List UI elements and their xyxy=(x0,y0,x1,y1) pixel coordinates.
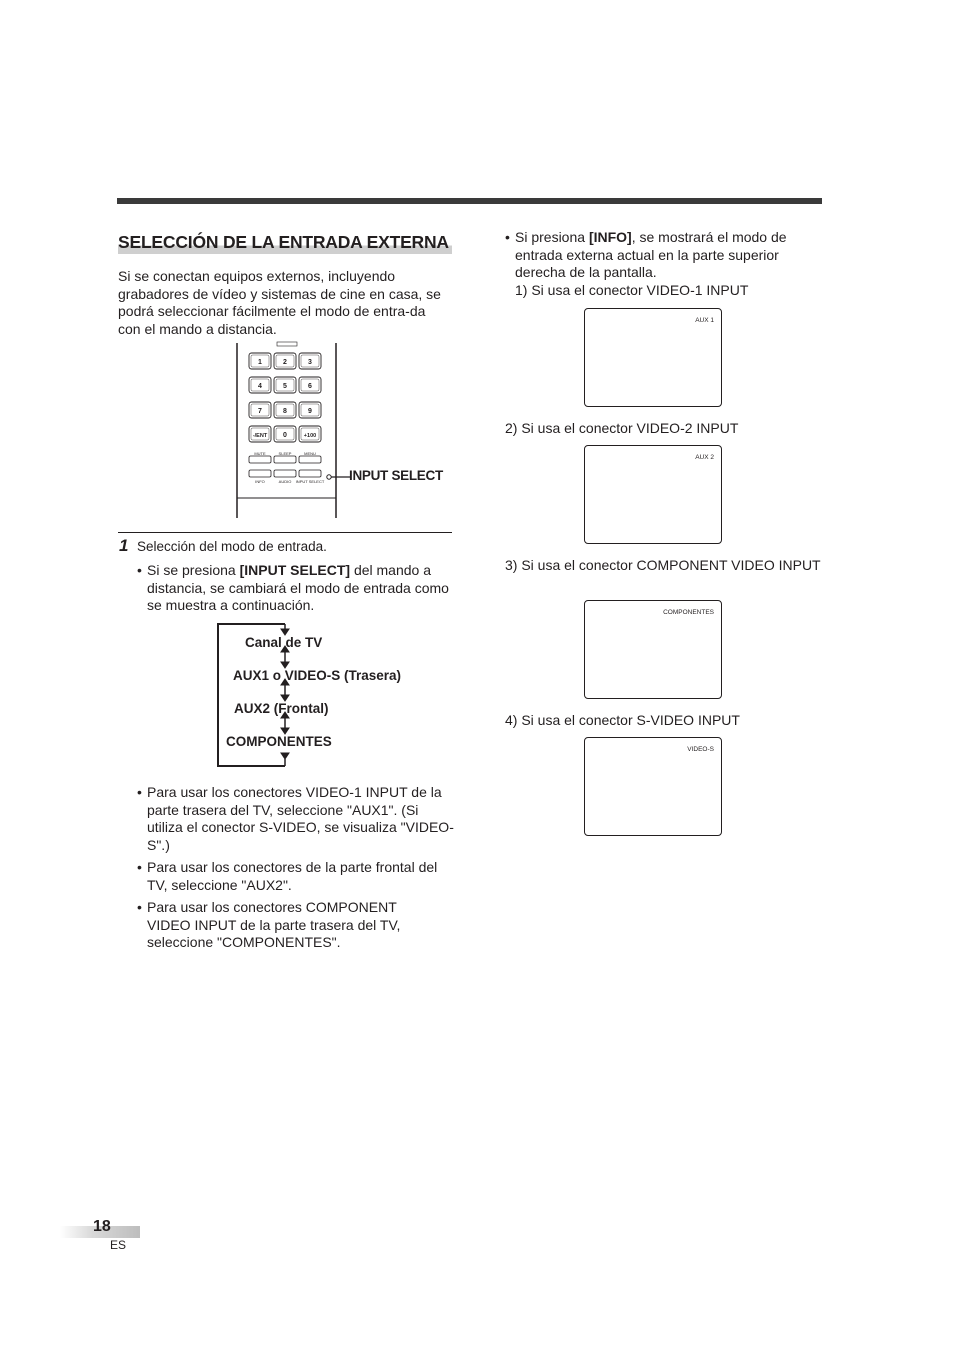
remote-key-label: 1 xyxy=(258,359,262,366)
step-bullet: • Si se presiona [INPUT SELECT] del mando a distancia, se cambiará el modo de entrada como se muestra a continuación. xyxy=(137,562,449,614)
step-number: 1 xyxy=(119,536,129,555)
note-bullet-3: • Para usar los conectores COMPONENT VIDEO INPUT de la parte trasera del TV, seleccione "COMPONENTES". xyxy=(137,899,401,951)
top-rule xyxy=(117,198,822,204)
remote-function-label: SLEEP xyxy=(278,451,292,456)
remote-key-label: 5 xyxy=(283,383,287,390)
bullet-dot: • xyxy=(137,784,142,800)
remote-key-label: 8 xyxy=(283,408,287,415)
remote-function-label: MENU xyxy=(304,451,316,456)
remote-function-label: INPUT SELECT xyxy=(295,479,325,484)
cycle-item-aux1: AUX1 o VIDEO-S (Trasera) xyxy=(233,668,402,683)
remote-key-label: 7 xyxy=(258,408,262,415)
remote-function-button xyxy=(274,456,296,463)
cycle-item-componentes: COMPONENTES xyxy=(226,734,332,749)
input-cycle-diagram xyxy=(216,622,456,768)
remote-key-label: 2 xyxy=(283,359,287,366)
remote-function-button xyxy=(299,456,321,463)
remote-key-label: 4 xyxy=(258,383,262,390)
remote-key-label: 9 xyxy=(308,408,312,415)
cycle-item-aux2: AUX2 (Frontal) xyxy=(234,701,329,716)
remote-key-label: +100 xyxy=(303,433,317,439)
step-divider xyxy=(118,532,452,533)
screen-caption-4: 4) Si usa el conector S-VIDEO INPUT xyxy=(505,712,740,728)
screen-caption-2: 2) Si usa el conector VIDEO-2 INPUT xyxy=(505,420,739,436)
remote-key-label: 0 xyxy=(283,432,287,439)
page-number: 18 xyxy=(93,1218,111,1235)
bullet-dot: • xyxy=(137,899,142,915)
remote-function-button xyxy=(274,470,296,477)
remote-key-label: -/ENT xyxy=(252,433,268,439)
intro-paragraph: Si se conectan equipos externos, incluyendo grabadores de vídeo y sistemas de cine en casa, se podrá seleccionar fácilmente el modo de entra-da con el mando a distancia. xyxy=(118,268,441,337)
step-text: Selección del modo de entrada. xyxy=(137,539,327,554)
section-title: SELECCIÓN DE LA ENTRADA EXTERNA xyxy=(118,232,452,254)
remote-function-button xyxy=(249,470,271,477)
cycle-item-tv: Canal de TV xyxy=(245,635,323,650)
remote-function-label: AUDIO xyxy=(278,479,292,484)
remote-key-label: 6 xyxy=(308,383,312,390)
info-bullet: • Si presiona [INFO], se mostrará el modo de entrada externa actual en la parte superior derecha de la pantalla. xyxy=(505,229,787,281)
tv-screen-aux2 xyxy=(584,445,722,544)
note-bullet-2: • Para usar los conectores de la parte frontal del TV, seleccione "AUX2". xyxy=(137,859,438,893)
bullet-dot: • xyxy=(505,229,510,245)
remote-function-button xyxy=(249,456,271,463)
bullet-dot: • xyxy=(137,562,142,578)
tv-screen-video-s xyxy=(584,737,722,836)
osd-label: COMPONENTES xyxy=(663,609,714,616)
tv-screen-aux1 xyxy=(584,308,722,407)
language-code: ES xyxy=(110,1238,127,1252)
osd-label: VIDEO-S xyxy=(687,746,714,753)
input-select-callout-line xyxy=(326,472,350,482)
screen-caption-3: 3) Si usa el conector COMPONENT VIDEO INPUT xyxy=(505,557,821,573)
osd-label: AUX 1 xyxy=(695,317,714,324)
screen-caption-1: 1) Si usa el conector VIDEO-1 INPUT xyxy=(515,282,749,298)
note-bullet-1: • Para usar los conectores VIDEO-1 INPUT de la parte trasera del TV, seleccione "AUX1". (Si utiliza el conector S-VIDEO, se visualiza "VIDEO-S".) xyxy=(137,784,454,853)
remote-function-button xyxy=(299,470,321,477)
osd-label: AUX 2 xyxy=(695,454,714,461)
remote-control-illustration xyxy=(232,340,342,520)
remote-key-label: 3 xyxy=(308,359,312,366)
remote-function-label: INFO xyxy=(255,479,265,484)
input-select-label: INPUT SELECT xyxy=(349,468,443,483)
remote-function-label: MUTE xyxy=(254,451,266,456)
bullet-dot: • xyxy=(137,859,142,875)
tv-screen-componentes xyxy=(584,600,722,699)
